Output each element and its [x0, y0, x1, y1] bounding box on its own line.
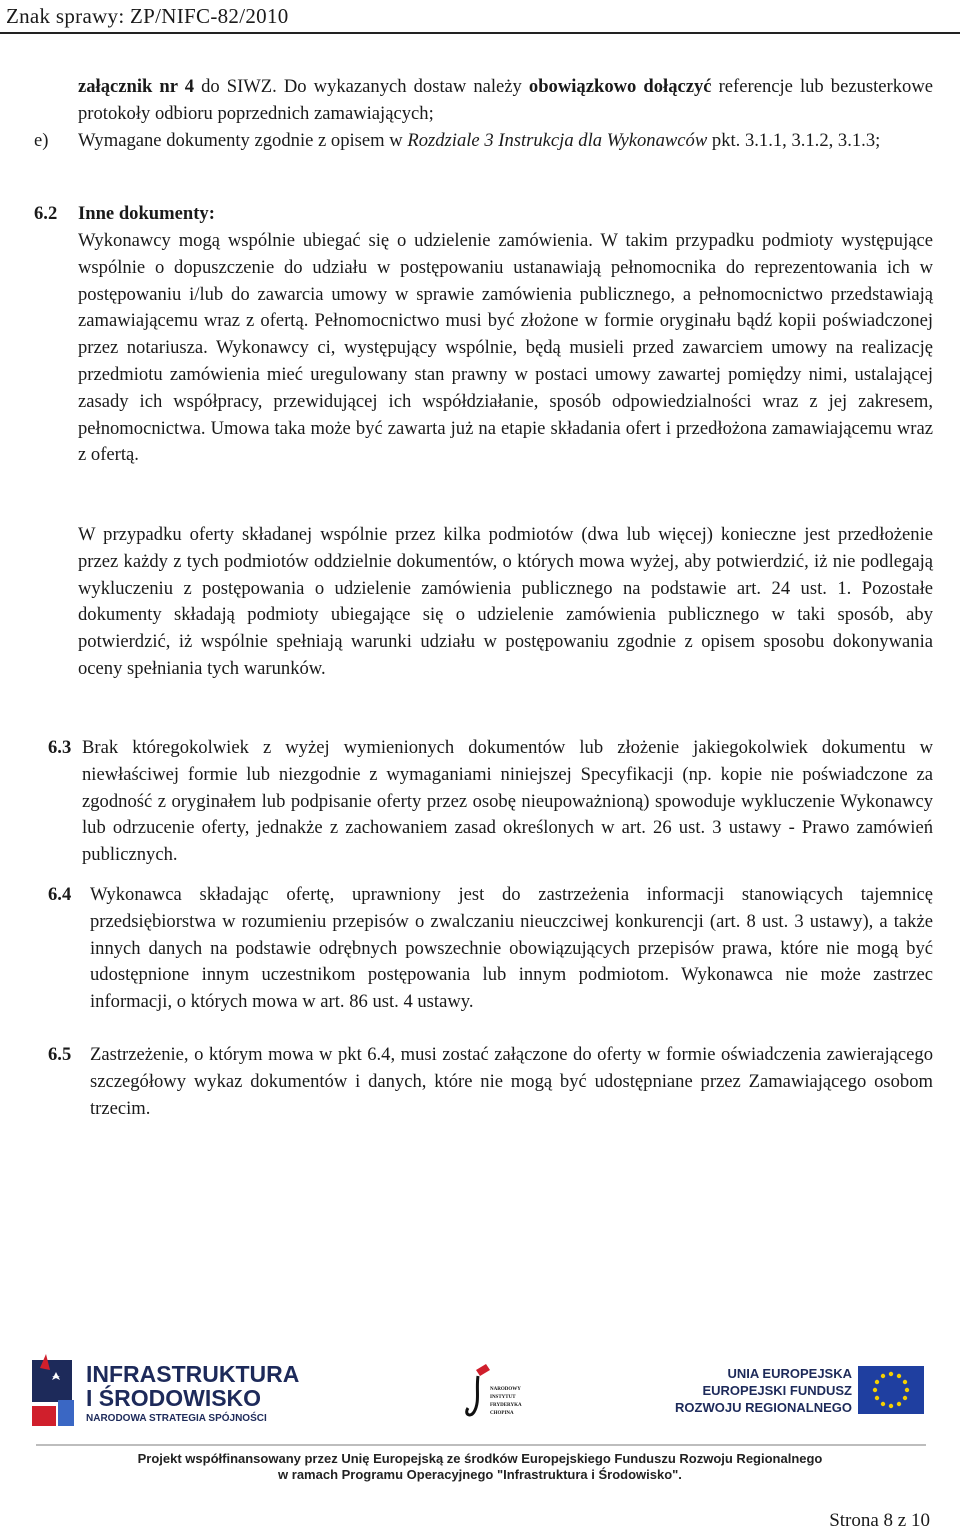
section-6-5-number: 6.5 — [48, 1044, 72, 1065]
nifc-line-4: CHOPINA — [490, 1411, 514, 1416]
nifc-line-2: INSTYTUT — [490, 1395, 516, 1400]
mandatory-emphasis: obowiązkowo dołączyć — [528, 76, 712, 97]
footer-divider — [36, 1444, 926, 1446]
section-6-3-text: Brak któregokolwiek z wyżej wymienionych dokumentów lub złożenie jakiegokolwiek dokumentu w niewłaściwej formie lub niezgodnie z wymaganiami niniejszej Specyfikacji (np. kopie nie poświadczone za zgodność z oryginałem lub podpisanie oferty przez osobę nieupoważnioną) spowoduje wykluczenie Wykonawcy lub odrzucenie oferty, jednakże z zachowaniem zasad określonych w art. 26 ust. 3 ustawy - Prawo zamówień publicznych. — [82, 737, 933, 866]
section-6-2-number: 6.2 — [34, 203, 58, 224]
item-e-marker: e) — [34, 130, 49, 151]
nifc-line-1: NARODOWY — [490, 1387, 521, 1392]
eu-logo — [675, 1366, 924, 1415]
funding-logos — [0, 1340, 960, 1450]
attachment-lead: załącznik nr 4 — [78, 76, 195, 97]
section-6-5-text: Zastrzeżenie, o którym mowa w pkt 6.4, musi zostać załączone do oferty w formie oświadczenia zawierającego szczegółowy wykaz dokumentów i danych, które nie mogą być udostępniane przez Zamawiającego osobom trzecim. — [90, 1044, 933, 1119]
page-number: Strona 8 z 10 — [829, 1510, 930, 1531]
section-6-3-number: 6.3 — [48, 737, 72, 758]
item-e-text-b: pkt. 3.1.1, 3.1.2, 3.1.3; — [707, 130, 881, 151]
case-number: Znak sprawy: ZP/NIFC-82/2010 — [6, 4, 289, 28]
attachment-tail: referencje lub bezusterkowe protokoły odbioru poprzednich zamawiających; — [78, 76, 933, 124]
infra-line2: I ŚRODOWISKO — [86, 1385, 262, 1411]
section-6-4-number: 6.4 — [48, 884, 72, 905]
infra-line3: NARODOWA STRATEGIA SPÓJNOŚCI — [86, 1413, 267, 1424]
header-divider — [0, 32, 960, 34]
infrastruktura-logo — [32, 1354, 299, 1426]
footer-line-2: w ramach Programu Operacyjnego "Infrastruktura i Środowisko". — [278, 1467, 682, 1482]
nifc-logo — [467, 1364, 522, 1416]
section-6-2-paragraph-1: Wykonawcy mogą wspólnie ubiegać się o udzielenie zamówienia. W takim przypadku podmioty występujące wspólnie o dopuszczenie do udziału w postępowaniu ustanawiają pełnomocnika do reprezentowania ich w postępowaniu i/lub do zawarcia umowy w sprawie zamówienia publicznego, a pełnomocnictwo przedstawiają zamawiającemu wraz z ofertą. Pełnomocnictwo musi być złożone w formie oryginału bądź kopii poświadczonej przez notariusza. Wykonawcy ci, występujący wspólnie, będą musieli przed zawarciem umowy na realizację przedmiotu zamówienia mieć uregulowany stan prawny w postaci umowy zawartej pomiędzy nimi, ustalającej zasady ich współpracy, przewidującej ich współdziałanie, sposób odpowiedzialności wraz z jej zakresem, pełnomocnictwa. Umowa taka może być zawarta już na etapie składania ofert i przedłożona zamawiającemu wraz z ofertą. — [78, 230, 933, 466]
infra-line1: INFRASTRUKTURA — [86, 1361, 300, 1387]
attachment-paragraph — [78, 74, 933, 128]
eu-line3: ROZWOJU REGIONALNEGO — [675, 1400, 852, 1415]
item-e-italic: Rozdziale 3 Instrukcja dla Wykonawców — [407, 130, 708, 151]
item-e-text-a: Wymagane dokumenty zgodnie z opisem w — [78, 130, 408, 151]
section-6-2-title: Inne dokumenty: — [78, 203, 215, 224]
attachment-text: do SIWZ. Do wykazanych dostaw należy — [194, 76, 529, 97]
eu-line2: EUROPEJSKI FUNDUSZ — [702, 1383, 852, 1398]
item-e-text — [78, 128, 933, 155]
eu-line1: UNIA EUROPEJSKA — [727, 1366, 852, 1381]
section-6-2-paragraph-2: W przypadku oferty składanej wspólnie przez kilka podmiotów (dwa lub więcej) konieczne jest przedłożenie przez każdy z tych podmiotów oddzielnie dokumentów, o których mowa wyżej, aby potwierdzić, iż nie podlegają wykluczeniu z postępowania o udzielenie zamówienia publicznego na podstawie art. 24 ust. 1. Pozostałe dokumenty składają podmioty ubiegające się o udzielenie zamówienia publicznego w taki sposób, aby potwierdzić, iż wspólnie spełniają warunki udziału w postępowaniu zgodnie z opisem sposobu dokonywania oceny spełniania tych warunków. — [78, 524, 933, 679]
nifc-line-3: FRYDERYKA — [490, 1403, 522, 1408]
footer-line-1: Projekt współfinansowany przez Unię Europejską ze środków Europejskiego Funduszu Rozwoju Regionalnego — [137, 1451, 823, 1466]
section-6-4-text: Wykonawca składając ofertę, uprawniony jest do zastrzeżenia informacji stanowiących tajemnicę przedsiębiorstwa w rozumieniu przepisów o zwalczaniu nieuczciwej konkurencji (art. 8 ust. 3 ustawy), a także innych danych na podstawie odrębnych powszechnie obowiązujących przepisów prawa, które nie mogą być udostępnione innym uczestnikom postępowania lub innym podmiotom. Wykonawca nie może zastrzec informacji, o których mowa w art. 86 ust. 4 ustawy. — [90, 884, 933, 1013]
